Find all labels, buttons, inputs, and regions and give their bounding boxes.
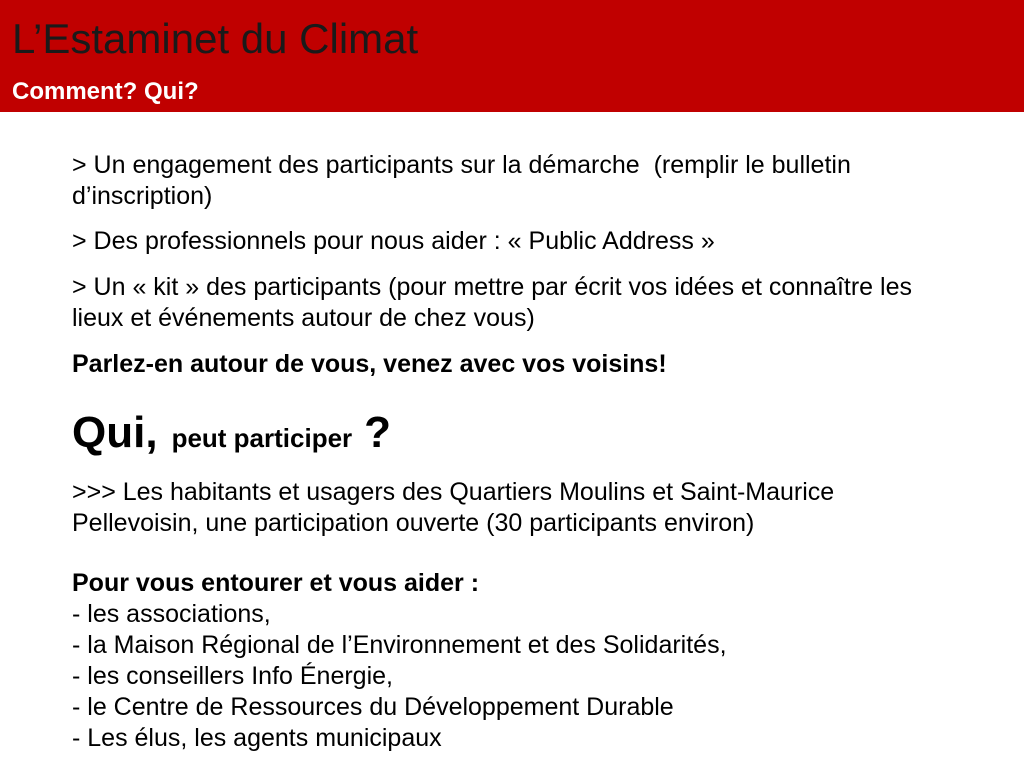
support-section <box>72 568 1012 754</box>
slide-subtitle: Comment? Qui? <box>12 78 199 105</box>
who-heading-big: Qui, <box>72 408 158 457</box>
support-item: - les conseillers Info Énergie, <box>72 662 393 690</box>
paragraph-kit: > Un « kit » des participants (pour mettre par écrit vos idées et connaître les lieux et événements autour de chez vous) <box>72 273 912 332</box>
paragraph-professionals: > Des professionnels pour nous aider : « Public Address » <box>72 227 715 255</box>
support-heading: Pour vous entourer et vous aider : <box>72 569 480 597</box>
who-heading <box>72 405 1012 461</box>
support-item: - les associations, <box>72 600 271 628</box>
support-item: - la Maison Régional de l’Environnement et des Solidarités, <box>72 631 727 659</box>
slide-header <box>0 0 1024 112</box>
who-heading-mark: ? <box>364 408 392 457</box>
slide-title: L’Estaminet du Climat <box>12 15 419 62</box>
who-heading-small: peut participer <box>171 423 353 453</box>
support-item: - Les élus, les agents municipaux <box>72 724 442 752</box>
call-to-action: Parlez-en autour de vous, venez avec vos voisins! <box>72 350 667 378</box>
paragraph-participants: >>> Les habitants et usagers des Quartiers Moulins et Saint-Maurice Pellevoisin, une participation ouverte (30 participants environ) <box>72 478 835 537</box>
paragraph-engagement: > Un engagement des participants sur la démarche (remplir le bulletin d’inscription) <box>72 151 851 210</box>
support-item: - le Centre de Ressources du Développement Durable <box>72 693 674 721</box>
